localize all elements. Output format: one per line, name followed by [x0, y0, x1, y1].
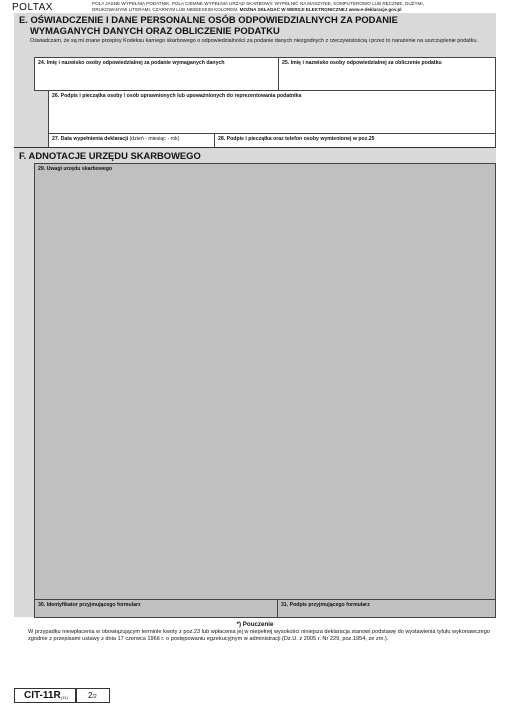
field-24-label: 24. Imię i nazwisko osoby odpowiedzialnej za podanie wymaganych danych — [38, 60, 225, 66]
page-current: 2 — [88, 691, 93, 700]
header-note-line2a: DRUKOWANYMI LITERAMI, CZARNYM LUB NIEBIESKIM KOLOREM. — [92, 6, 239, 12]
page-number — [88, 691, 97, 700]
field-31-label: 31. Podpis przyjmującego formularz — [281, 602, 370, 608]
field-27-label-text: 27. Data wypełnienia deklaracji — [52, 136, 129, 142]
form-code-box — [14, 688, 76, 703]
field-24-responsible-data[interactable] — [34, 57, 279, 91]
header-note-line2c: www.e-deklaracje.gov.pl — [348, 6, 402, 12]
field-30-receiver-id — [34, 599, 278, 618]
field-29-office-remarks — [34, 163, 496, 600]
notice-title: *) Pouczenie — [236, 621, 274, 628]
page-total: /2 — [92, 694, 97, 700]
field-27-hint: (dzień - miesiąc - rok) — [129, 136, 180, 142]
header-note-line1: POLA JASNE WYPEŁNIA PODATNIK, POLA CIEMNE WYPEŁNIA URZĄD SKARBOWY. WYPEŁNIĆ NA MASZYNIE, KOMPUTEROWO LUB RĘCZNIE, DUŻYMI, — [92, 1, 424, 6]
field-28-label: 28. Podpis i pieczątka oraz telefon osoby wymienionej w poz.25 — [218, 136, 375, 142]
field-29-label: 29. Uwagi urzędu skarbowego — [38, 166, 113, 172]
field-25-responsible-tax[interactable] — [278, 57, 496, 91]
section-f — [14, 147, 496, 617]
section-e-title-line1: E. OŚWIADCZENIE I DANE PERSONALNE OSÓB ODPOWIEDZIALNYCH ZA PODANIE — [19, 14, 398, 25]
form-code: CIT-11R — [24, 690, 61, 701]
field-31-receiver-signature — [277, 599, 496, 618]
form-version: (11) — [61, 695, 68, 700]
field-27-label — [52, 136, 179, 142]
poltax-brand: POLTAX — [12, 2, 53, 13]
header-note-line2b: MOŻNA SKŁADAĆ W WERSJI ELEKTRONICZNEJ — [239, 6, 348, 12]
notice-text: W przypadku niewpłacenia w obowiązującym terminie kwoty z poz.23 lub wpłacenia jej w niepełnej wysokości niniejsza deklaracja stanowi podstawę do wystawienia tytułu wykonawczego zgodnie z przepisami ustawy z dnia 17 czerwca 1966 r. o postępowaniu egzekucyjnym w administracji (Dz.U. z 2005 r. Nr 229, poz.1954, ze zm.). — [28, 629, 490, 643]
header-instructions — [92, 1, 502, 12]
section-e — [14, 13, 496, 147]
header-note-line2 — [92, 7, 502, 13]
section-f-title: F. ADNOTACJE URZĘDU SKARBOWEGO — [19, 150, 201, 161]
field-26-signature[interactable] — [48, 90, 496, 134]
section-e-title — [19, 15, 398, 36]
page-number-box — [76, 688, 110, 703]
section-e-title-line2: WYMAGANYCH DANYCH ORAZ OBLICZENIE PODATKU — [30, 24, 280, 36]
field-30-label: 30. Identyfikator przyjmującego formularz — [38, 602, 141, 608]
field-26-label: 26. Podpis i pieczątka osoby / osób uprawnionych lub upoważnionych do reprezentowania podatnika — [52, 93, 302, 99]
section-e-statement: Oświadczam, że są mi znane przepisy Kodeksu karnego skarbowego o odpowiedzialności za podanie danych niezgodnych z rzeczywistością i przez to narażenie na uszczuplenie podatku. — [30, 38, 478, 44]
field-25-label: 25. Imię i nazwisko osoby odpowiedzialnej za obliczenie podatku — [282, 60, 442, 66]
